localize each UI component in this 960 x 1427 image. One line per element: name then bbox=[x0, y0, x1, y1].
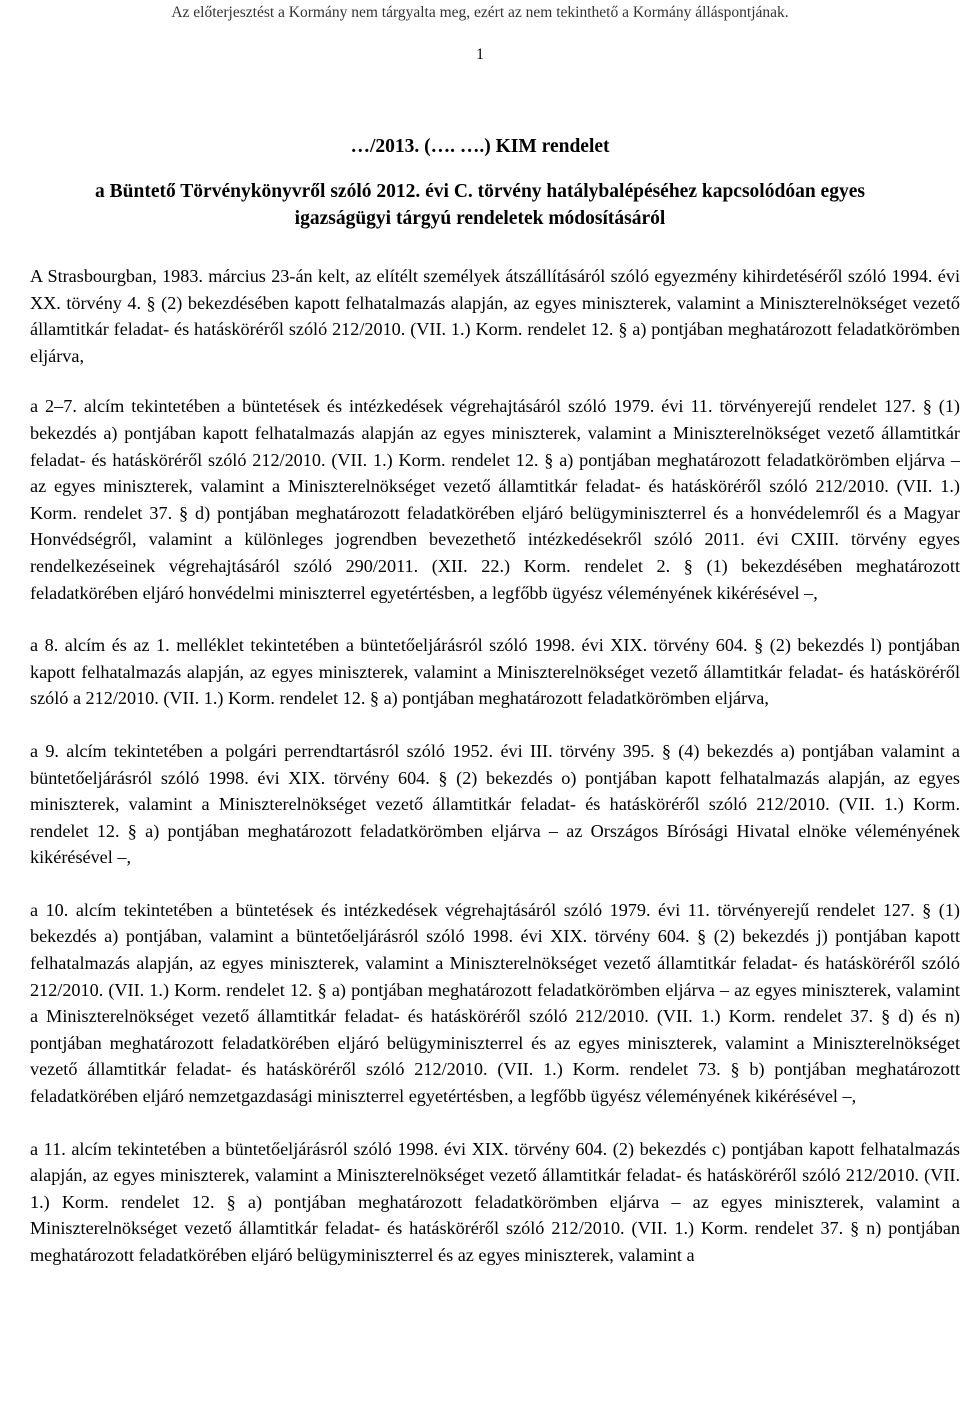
preamble-paragraph: a 8. alcím és az 1. melléklet tekintetében a büntetőeljárásról szóló 1998. évi XIX. törvény 604. § (2) bekezdés l) pontjában kapott felhatalmazás alapján, az egyes miniszterek, valamint a Miniszterelnökséget vezető államtitkár feladat- és hatásköréről szóló a 212/2010. (VII. 1.) Korm. rendelet 12. § a) pontjában meghatározott feladatkörömben eljárva, bbox=[30, 635, 960, 709]
preamble-paragraph: A Strasbourgban, 1983. március 23-án kelt, az elítélt személyek átszállításáról szóló egyezmény kihirdetéséről szóló 1994. évi XX. törvény 4. § (2) bekezdésében kapott felhatalmazás alapján, az egyes miniszterek, valamint a Miniszterelnökséget vezető államtitkár feladat- és hatásköréről szóló 212/2010. (VII. 1.) Korm. rendelet 12. § a) pontjában meghatározott feladatkörömben eljárva, bbox=[30, 266, 960, 366]
preamble-paragraph: a 9. alcím tekintetében a polgári perrendtartásról szóló 1952. évi III. törvény 395. § (4) bekezdés a) pontjában valamint a büntetőeljárásról szóló 1998. évi XIX. törvény 604. § (2) bekezdés o) pontjában kapott felhatalmazás alapján, az egyes miniszterek, valamint a Miniszterelnökséget vezető államtitkár feladat- és hatásköréről szóló 212/2010. (VII. 1.) Korm. rendelet 12. § a) pontjában meghatározott feladatkörömben eljárva – az Országos Bírósági Hivatal elnöke véleményének kikérésével –, bbox=[30, 740, 960, 868]
title-decree-number: …/2013. (…. ….) KIM rendelet bbox=[350, 136, 610, 157]
document-body bbox=[30, 263, 960, 1295]
title-subject-line-2: igazságügyi tárgyú rendeletek módosításáról bbox=[294, 208, 666, 229]
preamble-paragraph: a 10. alcím tekintetében a büntetések és intézkedések végrehajtásáról szóló 1979. évi 11. törvényerejű rendelet 127. § (1) bekezdés a) pontjában, valamint a büntetőeljárásról szóló 1998. évi XIX. törvény 604. § (2) bekezdés j) pontjában kapott felhatalmazás alapján, az egyes miniszterek, valamint a Miniszterelnökséget vezető államtitkár feladat- és hatásköréről szóló 212/2010. (VII. 1.) Korm. rendelet 12. § a) pontjában meghatározott feladatkörömben eljárva – az egyes miniszterek, valamint a Miniszterelnökséget vezető államtitkár feladat- és hatásköréről szóló 212/2010. (VII. 1.) Korm. rendelet 37. § d) és n) pontjában meghatározott feladatkörében eljáró belügyminiszterrel és az egyes miniszterek, valamint a Miniszterelnökséget vezető államtitkár feladat- és hatásköréről szóló 212/2010. (VII. 1.) Korm. rendelet 73. § b) pontjában meghatározott feladatkörében eljáró nemzetgazdasági miniszterrel egyetértésben, a legfőbb ügyész véleményének kikérésével –, bbox=[30, 899, 960, 1107]
header-disclaimer: Az előterjesztést a Kormány nem tárgyalta meg, ezért az nem tekinthető a Kormány álláspontjának. bbox=[171, 4, 789, 21]
document-title bbox=[0, 133, 960, 232]
page-number: 1 bbox=[476, 46, 484, 63]
preamble-paragraph: a 11. alcím tekintetében a büntetőeljárásról szóló 1998. évi XIX. törvény 604. (2) bekezdés c) pontjában kapott felhatalmazás alapján, az egyes miniszterek, valamint a Miniszterelnökséget vezető államtitkár feladat- és hatásköréről szóló 212/2010. (VII. 1.) Korm. rendelet 12. § a) pontjában meghatározott feladatkörömben eljárva – az egyes miniszterek, valamint a Miniszterelnökséget vezető államtitkár feladat- és hatásköréről szóló 212/2010. (VII. 1.) Korm. rendelet 37. § n) pontjában meghatározott feladatkörében eljáró belügyminiszterrel és az egyes miniszterek, valamint a bbox=[30, 1138, 960, 1265]
title-subject-line-1: a Büntető Törvénykönyvről szóló 2012. évi C. törvény hatálybalépéséhez kapcsolódóan egyes bbox=[95, 181, 865, 202]
preamble-paragraph: a 2–7. alcím tekintetében a büntetések és intézkedések végrehajtásáról szóló 1979. évi 11. törvényerejű rendelet 127. § (1) bekezdés a) pontjában kapott felhatalmazás alapján az egyes miniszterek, valamint a Miniszterelnökséget vezető államtitkár feladat- és hatásköréről szóló 212/2010. (VII. 1.) Korm. rendelet 12. § a) pontjában meghatározott feladatkörömben eljárva – az egyes miniszterek, valamint a Miniszterelnökséget vezető államtitkár feladat- és hatásköréről szóló 212/2010. (VII. 1.) Korm. rendelet 37. § d) pontjában meghatározott feladatkörében eljáró belügyminiszterrel és a honvédelemről és a Magyar Honvédségről, valamint a különleges jogrendben bevezethető intézkedésekről szóló 2011. évi CXIII. törvény egyes rendelkezéseinek végrehajtásáról szóló 290/2011. (XII. 22.) Korm. rendelet 2. § (1) bekezdésében meghatározott feladatkörében eljáró honvédelmi miniszterrel egyetértésben, a legfőbb ügyész véleményének kikérésével –, bbox=[30, 396, 960, 603]
